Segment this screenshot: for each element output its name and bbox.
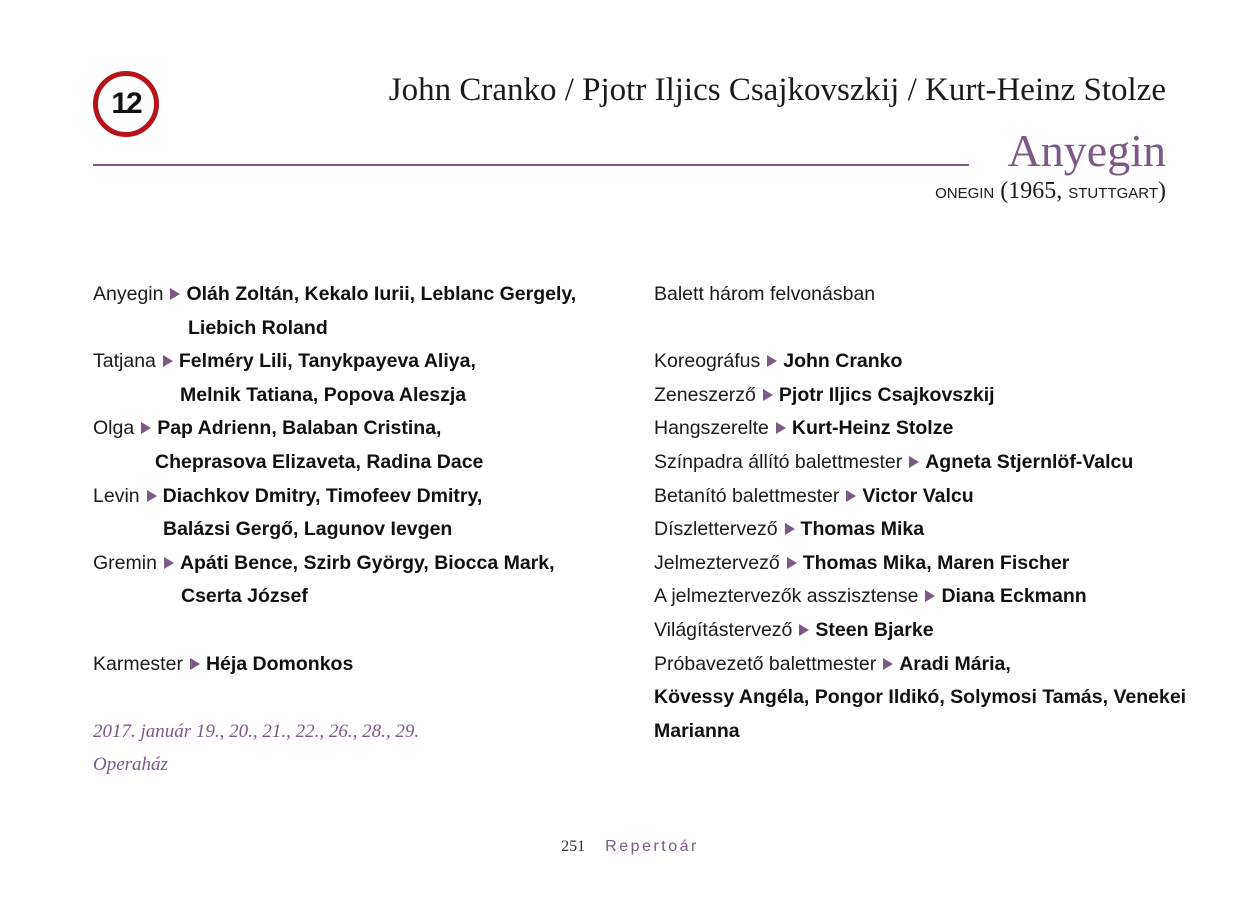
creators-line: John Cranko / Pjotr Iljics Csajkovszkij / Kurt-Heinz Stolze bbox=[388, 72, 1166, 108]
conductor-entry bbox=[93, 648, 613, 682]
credit-entry bbox=[654, 580, 1174, 614]
credit-entry bbox=[654, 480, 1174, 514]
cast-names: Liebich Roland bbox=[188, 316, 328, 339]
performance-dates: 2017. január 19., 20., 21., 22., 26., 28., 29. bbox=[93, 720, 420, 742]
credit-names: Steen Bjarke bbox=[815, 618, 934, 641]
triangle-icon bbox=[846, 490, 856, 502]
triangle-icon bbox=[925, 590, 935, 602]
triangle-icon bbox=[909, 456, 919, 468]
credit-names: Kurt-Heinz Stolze bbox=[791, 417, 954, 440]
cast-entry-continued bbox=[93, 379, 613, 413]
cast-names: Diachkov Dmitry, Timofeev Dmitry, bbox=[162, 484, 483, 507]
original-title-line bbox=[935, 178, 1166, 205]
conductor-name: Héja Domonkos bbox=[205, 652, 354, 675]
credit-entry bbox=[654, 513, 1174, 547]
cast-names: Cheprasova Elizaveta, Radina Dace bbox=[155, 450, 484, 473]
role-label: Anyegin bbox=[93, 283, 164, 305]
cast-names: Pap Adrienn, Balaban Cristina, bbox=[157, 417, 442, 440]
credit-names: Diana Eckmann bbox=[941, 585, 1087, 608]
production-number: 12 bbox=[111, 87, 141, 120]
role-label: Tatjana bbox=[93, 350, 156, 373]
credit-names: Pjotr Iljics Csajkovszkij bbox=[778, 383, 995, 406]
cast-entry-continued bbox=[93, 513, 613, 547]
cast-entry-continued bbox=[93, 312, 613, 346]
role-label: Levin bbox=[93, 484, 140, 507]
cast-names: Balázsi Gergő, Lagunov Ievgen bbox=[163, 518, 453, 541]
cast-entry bbox=[93, 345, 613, 379]
triangle-icon bbox=[190, 658, 200, 670]
cast-names: Melnik Tatiana, Popova Aleszja bbox=[180, 383, 467, 406]
credit-entry bbox=[654, 379, 1174, 413]
credit-role: Hangszerelte bbox=[654, 417, 769, 440]
credit-entry bbox=[654, 446, 1174, 480]
credit-names: Marianna bbox=[654, 719, 740, 742]
credit-role: Színpadra állító balettmester bbox=[654, 450, 903, 473]
credit-entry bbox=[654, 547, 1174, 581]
credit-entry-continued bbox=[654, 715, 1174, 749]
credits-column bbox=[654, 278, 1187, 748]
close-paren: ) bbox=[1158, 178, 1166, 204]
cast-entry bbox=[93, 412, 613, 446]
cast-names: Oláh Zoltán, Kekalo Iurii, Leblanc Gergely, bbox=[186, 283, 577, 305]
role-label: Olga bbox=[93, 417, 135, 440]
triangle-icon bbox=[147, 490, 157, 502]
cast-entry-continued bbox=[93, 580, 613, 614]
credit-role: Jelmeztervező bbox=[654, 551, 780, 574]
triangle-icon bbox=[141, 422, 151, 434]
credit-names: Victor Valcu bbox=[862, 484, 974, 507]
premiere-year: (1965, bbox=[994, 178, 1069, 204]
credit-names: Thomas Mika, Maren Fischer bbox=[802, 551, 1070, 574]
triangle-icon bbox=[883, 658, 893, 670]
cast-column bbox=[93, 278, 613, 782]
cast-names: Cserta József bbox=[181, 585, 308, 608]
credit-role: Díszlettervező bbox=[654, 518, 778, 541]
role-label: Karmester bbox=[93, 652, 183, 675]
performance-venue: Operaház bbox=[93, 754, 168, 776]
credit-role: Betanító balettmester bbox=[654, 484, 840, 507]
cast-names: Felméry Lili, Tanykpayeva Aliya, bbox=[178, 350, 476, 373]
credit-entry bbox=[654, 412, 1174, 446]
cast-entry bbox=[93, 278, 613, 312]
credit-names: Kövessy Angéla, Pongor Ildikó, Solymosi Tamás, Venekei bbox=[654, 686, 1187, 709]
triangle-icon bbox=[164, 557, 174, 569]
role-label: Gremin bbox=[93, 551, 157, 574]
credit-role: Világítástervező bbox=[654, 618, 793, 641]
cast-entry bbox=[93, 480, 613, 514]
production-number-badge bbox=[93, 71, 159, 137]
cast-entry bbox=[93, 547, 613, 581]
page-number: 251 bbox=[561, 838, 586, 855]
cast-names: Apáti Bence, Szirb György, Biocca Mark, bbox=[179, 551, 555, 574]
cast-entry-continued bbox=[93, 446, 613, 480]
section-name: Repertoár bbox=[605, 838, 699, 855]
original-title: ONEGIN bbox=[935, 185, 995, 202]
credit-role: Zeneszerző bbox=[654, 383, 756, 406]
triangle-icon bbox=[170, 288, 180, 300]
page-title: Anyegin bbox=[1007, 125, 1166, 176]
credit-names: Agneta Stjernlöf-Valcu bbox=[925, 450, 1134, 473]
credit-role: A jelmeztervezők asszisztense bbox=[654, 585, 919, 608]
credit-entry bbox=[654, 614, 1174, 648]
credit-entry-continued bbox=[654, 681, 1187, 715]
page-footer bbox=[0, 838, 1260, 856]
triangle-icon bbox=[767, 355, 777, 367]
premiere-place: STUTTGART bbox=[1068, 185, 1158, 202]
triangle-icon bbox=[785, 523, 795, 535]
triangle-icon bbox=[776, 422, 786, 434]
work-description: Balett három felvonásban bbox=[654, 283, 876, 305]
credit-entry bbox=[654, 345, 1174, 379]
triangle-icon bbox=[787, 557, 797, 569]
credit-names: Aradi Mária, bbox=[899, 652, 1011, 675]
credit-names: John Cranko bbox=[783, 350, 903, 373]
credit-entry bbox=[654, 648, 1174, 682]
credit-role: Próbavezető balettmester bbox=[654, 652, 877, 675]
triangle-icon bbox=[799, 624, 809, 636]
triangle-icon bbox=[163, 355, 173, 367]
credit-names: Thomas Mika bbox=[800, 518, 925, 541]
credit-role: Koreográfus bbox=[654, 350, 761, 373]
header-rule bbox=[93, 164, 969, 166]
triangle-icon bbox=[763, 389, 773, 401]
